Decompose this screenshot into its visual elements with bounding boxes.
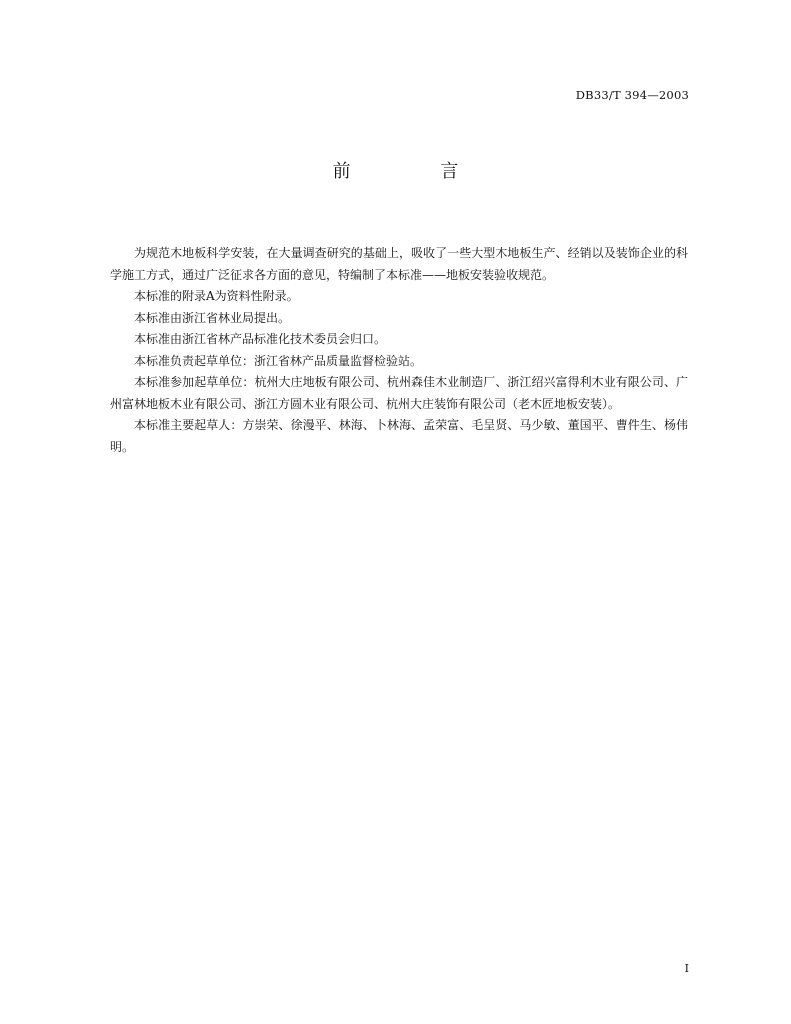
paragraph-drafters: 本标准主要起草人：方崇荣、徐漫平、林海、卜林海、孟荣富、毛呈贤、马少敏、董国平、曹件生、杨伟明。 [110, 418, 688, 454]
page-title: 前 言 [332, 161, 501, 182]
paragraph-proposer: 本标准由浙江省林业局提出。 [134, 310, 291, 325]
paragraph-intro: 为规范木地板科学安装，在大量调查研究的基础上，吸收了一些大型木地板生产、经销以及装饰企业的科学施工方式，通过广泛征求各方面的意见，特编制了本标准——地板安装验收规范。 [110, 246, 688, 282]
paragraph-participating-units: 本标准参加起草单位：杭州大庄地板有限公司、杭州森佳木业制造厂、浙江绍兴富得利木业有限公司、广州富林地板木业有限公司、浙江方圆木业有限公司、杭州大庄装饰有限公司（老木匠地板安装）。 [110, 375, 688, 411]
paragraph-drafting-unit: 本标准负责起草单位：浙江省林产品质量监督检验站。 [134, 353, 423, 368]
page-number: I [684, 962, 689, 975]
paragraph-appendix: 本标准的附录A为资料性附录。 [134, 289, 299, 303]
paragraph-committee: 本标准由浙江省林产品标准化技术委员会归口。 [134, 332, 387, 346]
standard-code: DB33/T 394—2003 [575, 88, 689, 102]
foreword-body [110, 243, 688, 458]
